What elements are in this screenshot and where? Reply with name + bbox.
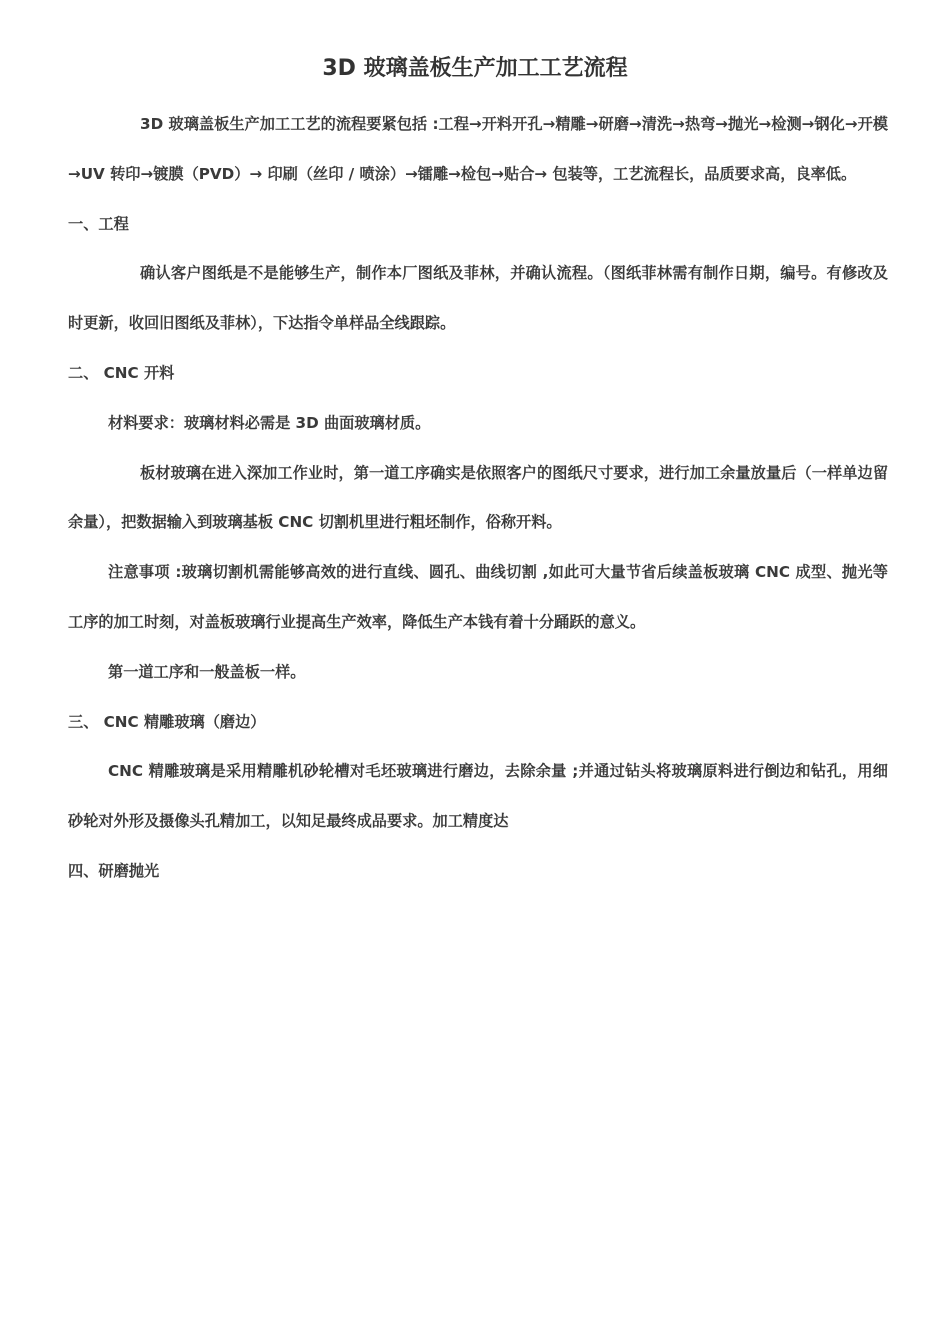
intro-paragraph: 3D 玻璃盖板生产加工工艺的流程要紧包括 :工程→开料开孔→精雕→研磨→清洗→热弯→抛光→检测→钢化→开模→UV 转印→镀膜（PVD）→ 印刷（丝印 / 喷涂）→镭雕→检包→贴合→ 包装等，工艺流程长，品质要求高，良率低。: [68, 115, 888, 183]
document-body: [68, 100, 888, 897]
engineering-paragraph: 确认客户图纸是不是能够生产，制作本厂图纸及菲林，并确认流程。（图纸菲林需有制作日期，编号。有修改及时更新，收回旧图纸及菲林），下达指令单样品全线跟踪。: [68, 264, 888, 333]
document-title: 3D 玻璃盖板生产加工工艺流程: [322, 56, 628, 81]
first-step-note-paragraph: 第一道工序和一般盖板一样。: [108, 662, 306, 681]
engraving-paragraph: CNC 精雕玻璃是采用精雕机砂轮槽对毛坯玻璃进行磨边，去除余量 ;并通过钻头将玻璃原料进行倒边和钻孔，用细砂轮对外形及摄像头孔精加工，以知足最终成品要求。加工精度达: [68, 762, 888, 831]
section-heading-cnc-engraving: 三、 CNC 精雕玻璃（磨边）: [68, 712, 266, 731]
cutting-process-paragraph: 板材玻璃在进入深加工作业时，第一道工序确实是依照客户的图纸尺寸要求，进行加工余量放量后（一样单边留余量），把数据输入到玻璃基板 CNC 切割机里进行粗坯制作，俗称开料。: [68, 463, 888, 532]
cutting-notes-paragraph: 注意事项 :玻璃切割机需能够高效的进行直线、圆孔、曲线切割 ,如此可大量节省后续盖板玻璃 CNC 成型、抛光等工序的加工时刻，对盖板玻璃行业提高生产效率，降低生产本钱有着十分踊跃的意义。: [68, 563, 888, 631]
section-heading-cnc-cutting: 二、 CNC 开料: [68, 363, 175, 382]
material-requirement-paragraph: 材料要求：玻璃材料必需是 3D 曲面玻璃材质。: [108, 413, 431, 432]
section-heading-engineering: 一、工程: [68, 214, 129, 233]
section-heading-polishing: 四、研磨抛光: [68, 861, 160, 880]
